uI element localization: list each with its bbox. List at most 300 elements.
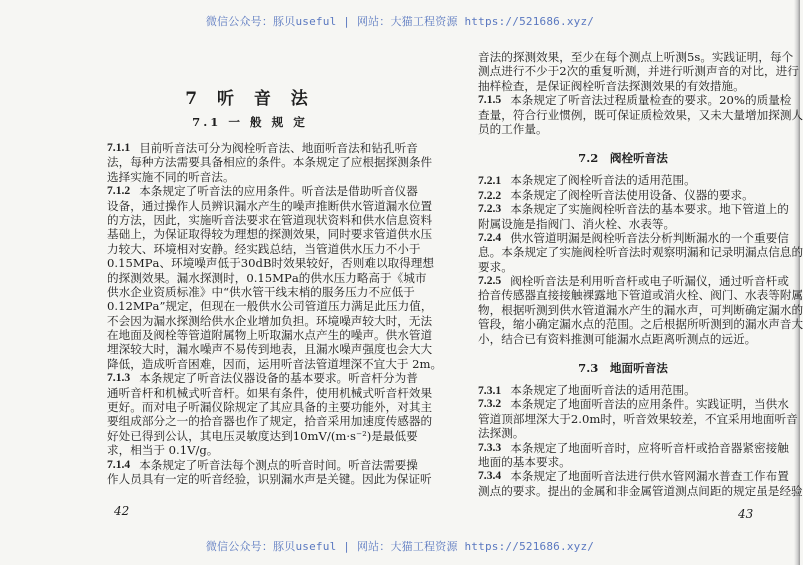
glyph: 听 [255, 141, 267, 155]
glyph: 道 [199, 328, 212, 343]
glyph: 规 [533, 397, 546, 412]
glyph: 力 [339, 299, 352, 314]
glyph: 度 [257, 428, 270, 443]
glyph: ， [188, 299, 201, 314]
glyph: 条 [521, 397, 534, 412]
glyph: 漏 [176, 342, 189, 357]
glyph: 裸 [582, 288, 595, 303]
glyph: 2 [125, 299, 133, 314]
glyph: 应 [379, 284, 392, 299]
glyph: 法 [107, 155, 119, 170]
glyph: 漏 [568, 230, 580, 245]
glyph: 听 [197, 457, 209, 472]
glyph: 阀 [232, 141, 244, 155]
glyph: 测 [478, 64, 490, 79]
glyph: 好 [317, 256, 330, 271]
glyph: 件 [292, 385, 305, 400]
glyph: 处 [118, 428, 131, 443]
glyph: 深 [118, 342, 131, 357]
glyph: 测 [130, 270, 142, 285]
glyph: M [132, 299, 145, 314]
glyph: 较 [118, 241, 131, 256]
glyph: s [694, 50, 701, 64]
line-text [107, 199, 432, 213]
glyph: 水 [374, 212, 386, 227]
glyph: 果 [294, 256, 307, 271]
glyph: 音 [359, 457, 372, 472]
glyph: 阀 [582, 245, 595, 260]
glyph: 属 [791, 288, 803, 303]
clause-number: 7.1.3 [107, 371, 131, 385]
glyph: 了 [556, 440, 569, 455]
glyph: 较 [670, 411, 682, 426]
line-text [478, 288, 803, 302]
glyph: 果 [420, 385, 433, 400]
glyph: 要 [188, 155, 200, 170]
glyph: 需 [382, 457, 395, 472]
glyph: 除 [223, 400, 235, 415]
glyph: 的 [672, 93, 685, 108]
glyph: 或 [652, 288, 664, 303]
glyph: 实 [568, 202, 580, 217]
glyph: 传 [246, 342, 258, 357]
glyph: 面 [579, 440, 592, 455]
text-line [478, 317, 803, 332]
glyph: 质 [640, 107, 653, 122]
glyph: ， [742, 397, 754, 412]
glyph: 此 [165, 212, 177, 227]
glyph: 较 [130, 342, 142, 357]
glyph: 噪 [292, 198, 305, 213]
glyph: 钻 [371, 141, 383, 155]
glyph: 城 [403, 270, 415, 285]
glyph: 条 [266, 184, 279, 199]
glyph: 主 [327, 400, 340, 415]
glyph: 未 [710, 107, 722, 122]
glyph: 据 [675, 317, 687, 332]
glyph: 重 [753, 230, 766, 245]
glyph: 音 [208, 371, 221, 386]
glyph: ， [626, 440, 638, 455]
glyph: 求 [362, 227, 375, 242]
paragraph [107, 457, 432, 487]
glyph: 现 [211, 299, 224, 314]
paragraph [478, 274, 803, 346]
glyph: 子 [176, 400, 189, 415]
glyph: 规 [162, 371, 175, 386]
glyph: 可 [605, 107, 618, 122]
line-text: 地面的基本要求。 [478, 454, 571, 469]
glyph: ， [489, 302, 502, 317]
glyph: 辨 [211, 198, 224, 213]
text-line [478, 411, 798, 426]
glyph: 生 [640, 302, 653, 317]
glyph: 当 [753, 397, 766, 412]
glyph: 应 [234, 155, 247, 170]
glyph: 触 [570, 288, 583, 303]
section-title: 7.1 一 般 规 定 [192, 115, 308, 129]
glyph: 有 [269, 385, 282, 400]
glyph: 仪 [394, 184, 407, 199]
glyph: 压 [223, 428, 235, 443]
glyph: 时 [223, 270, 235, 285]
glyph: 法 [637, 230, 650, 245]
glyph: 规 [533, 93, 546, 108]
glyph: 施 [199, 212, 212, 227]
glyph: 子 [661, 274, 673, 289]
glyph: 利 [579, 274, 592, 289]
glyph: 了 [556, 93, 569, 108]
glyph: 基 [290, 371, 302, 386]
glyph: 到 [153, 428, 166, 443]
glyph: 一 [176, 414, 189, 429]
text-line [107, 328, 433, 343]
glyph: 管 [533, 230, 546, 245]
glyph: 。 [700, 50, 712, 64]
glyph: 息 [779, 245, 792, 260]
glyph: 而 [141, 400, 154, 415]
glyph: ， [559, 50, 571, 64]
glyph: . [114, 299, 119, 314]
text-line [478, 288, 803, 303]
glyph: 电 [649, 274, 662, 289]
page-number-left: 42 [114, 504, 130, 518]
glyph: 音 [672, 440, 685, 455]
glyph: 果 [304, 227, 316, 242]
glyph: 重 [589, 64, 602, 79]
glyph: 础 [118, 227, 131, 242]
glyph: 定 [327, 155, 340, 170]
glyph: 。 [684, 397, 696, 412]
glyph: 布 [765, 469, 778, 484]
glyph: M [132, 256, 145, 271]
line-text [510, 202, 789, 216]
glyph: 根 [501, 302, 513, 317]
glyph: 件 [269, 155, 282, 170]
glyph: 分 [382, 371, 395, 386]
glyph: 面 [762, 411, 775, 426]
glyph: P [144, 299, 153, 314]
glyph: 确 [536, 317, 548, 332]
glyph: 法 [637, 202, 650, 217]
glyph: 量 [489, 107, 502, 122]
glyph: 和 [359, 141, 372, 155]
glyph: 水 [165, 313, 177, 328]
glyph: 一 [235, 299, 247, 314]
glyph: 时 [614, 440, 627, 455]
glyph: 音 [382, 184, 395, 199]
glyph: 用 [339, 414, 351, 429]
glyph: 。 [281, 155, 293, 170]
glyph: 管 [362, 198, 375, 213]
glyph: 大 [130, 241, 142, 256]
glyph: 声 [768, 317, 780, 332]
glyph: 个 [243, 457, 256, 472]
glyph: 同 [327, 227, 340, 242]
glyph: 备 [211, 155, 224, 170]
glyph: 范 [605, 317, 618, 332]
glyph: 合 [524, 107, 537, 122]
glyph: 噪 [194, 256, 206, 271]
glyph: 本 [510, 469, 522, 484]
glyph: 低 [217, 256, 230, 271]
glyph: 器 [223, 414, 235, 429]
glyph: ， [130, 198, 142, 213]
glyph: 生 [327, 328, 340, 343]
glyph: 证 [628, 107, 641, 122]
glyph: 通 [141, 198, 154, 213]
paragraph [478, 440, 789, 470]
glyph: 备 [266, 371, 279, 386]
glyph: ， [693, 411, 705, 426]
glyph: 水 [269, 299, 282, 314]
glyph: 行 [536, 107, 548, 122]
glyph: 条 [257, 155, 270, 170]
glyph: 中 [211, 284, 224, 299]
glyph: 用 [739, 411, 752, 426]
glyph: 组 [118, 414, 131, 429]
glyph: 表 [281, 342, 293, 357]
line-text: 抽样检查，是保证阀栓听音法探测效果的有效措施。 [478, 78, 745, 93]
glyph: 音 [208, 184, 221, 199]
glyph: 道 [753, 202, 766, 217]
glyph: 检 [779, 93, 792, 108]
glyph: 会 [118, 313, 131, 328]
glyph: 判 [721, 302, 734, 317]
glyph: 应 [243, 184, 256, 199]
section-heading: 7.3 地面听音法 [578, 361, 668, 376]
glyph: ) [366, 428, 372, 443]
glyph: 音 [385, 385, 398, 400]
glyph: 不 [524, 64, 537, 79]
glyph: 地 [269, 342, 282, 357]
glyph: 漏 [385, 198, 398, 213]
glyph: 条 [150, 371, 163, 386]
glyph: 规 [533, 469, 546, 484]
glyph: 测 [255, 457, 267, 472]
glyph: 条 [281, 385, 293, 400]
glyph: 水 [246, 198, 258, 213]
glyph: 作 [246, 414, 258, 429]
glyph: 的 [281, 198, 293, 213]
glyph: 位 [408, 198, 421, 213]
glyph: 信 [385, 212, 398, 227]
glyph: 的 [744, 93, 757, 108]
glyph: 因 [153, 212, 166, 227]
glyph: ， [165, 342, 177, 357]
text-line [107, 471, 432, 486]
text-line [478, 107, 803, 122]
glyph: 果 [547, 50, 560, 64]
glyph: 行 [512, 64, 525, 79]
glyph: 测 [281, 227, 293, 242]
glyph: 当 [304, 241, 316, 256]
glyph: 人 [188, 198, 200, 213]
glyph: 检 [649, 93, 662, 108]
scan-edge [794, 0, 800, 565]
glyph: 及 [141, 328, 154, 343]
text-line [478, 93, 792, 108]
glyph: 听 [197, 184, 209, 199]
glyph: 较 [306, 256, 318, 271]
glyph: 压 [385, 299, 398, 314]
glyph: 求 [695, 93, 708, 108]
paragraph [478, 93, 803, 136]
glyph: 的 [315, 400, 328, 415]
line-text [510, 231, 789, 245]
glyph: 。 [489, 245, 502, 260]
text-line [107, 141, 418, 155]
glyph: 对 [397, 400, 409, 415]
glyph: 3 [240, 256, 249, 271]
right-page-body [478, 50, 803, 498]
glyph: 听 [524, 302, 537, 317]
glyph: 效 [283, 256, 295, 271]
glyph: 杆 [371, 371, 383, 386]
glyph: 漏 [745, 317, 757, 332]
line-text [478, 64, 799, 78]
glyph: 水 [397, 198, 409, 213]
glyph: 经 [234, 241, 247, 256]
glyph: 标 [176, 284, 189, 299]
glyph: 满 [351, 299, 363, 314]
line-text [107, 285, 415, 299]
glyph: ， [188, 428, 200, 443]
glyph: 置 [420, 198, 433, 213]
glyph: 音 [626, 202, 638, 217]
glyph: 且 [304, 342, 316, 357]
glyph: 上 [130, 227, 142, 242]
glyph: 置 [777, 469, 789, 484]
glyph: 阀 [710, 288, 722, 303]
glyph: 果 [658, 411, 670, 426]
line-text [478, 412, 798, 426]
glyph: 度 [374, 342, 386, 357]
glyph: 静 [211, 241, 224, 256]
glyph: M [272, 270, 285, 285]
line-text: 要求。 [478, 259, 513, 274]
glyph: 定 [281, 414, 293, 429]
glyph: 业 [246, 313, 258, 328]
glyph: 据 [374, 155, 386, 170]
glyph: 测 [675, 50, 687, 64]
glyph: 漏 [153, 313, 166, 328]
text-line [478, 455, 768, 469]
glyph: 栓 [521, 274, 534, 289]
glyph: 要 [350, 227, 363, 242]
glyph: 是 [336, 184, 349, 199]
glyph: 断 [327, 198, 340, 213]
watermark-bottom: 微信公众号：豚贝useful | 网站：大猫工程资源 https://521686.xyz/ [205, 540, 595, 553]
glyph: 的 [246, 155, 258, 170]
glyph: 探 [269, 227, 282, 242]
glyph: 。 [707, 202, 720, 217]
glyph: 法 [324, 184, 337, 199]
text-line [478, 122, 768, 136]
glyph: 杆 [397, 385, 409, 400]
glyph: 所 [686, 317, 699, 332]
glyph: 压 [333, 270, 346, 285]
clause-number: 7.2.3 [478, 202, 502, 216]
glyph: 确 [745, 302, 757, 317]
glyph: 法 [234, 212, 247, 227]
glyph: 测 [694, 64, 706, 79]
line-text [107, 414, 432, 428]
glyph: 足 [362, 299, 375, 314]
glyph: 听 [118, 385, 131, 400]
glyph: ， [141, 212, 154, 227]
glyph: 管 [478, 411, 490, 426]
line-text [107, 386, 432, 400]
glyph: 探 [385, 155, 398, 170]
glyph: 法 [420, 313, 433, 328]
glyph: 件 [420, 155, 433, 170]
glyph: 或 [637, 274, 650, 289]
glyph: 供 [310, 270, 322, 285]
glyph: 条 [521, 440, 534, 455]
glyph: 压 [345, 284, 357, 299]
glyph: 明 [746, 50, 759, 64]
glyph: 料 [420, 212, 433, 227]
glyph: 明 [675, 245, 687, 260]
glyph: 物 [234, 328, 247, 343]
glyph: 既 [594, 107, 606, 122]
glyph: 法 [278, 141, 291, 155]
glyph: 条 [150, 184, 163, 199]
glyph: s [350, 428, 356, 443]
glyph: 道 [640, 288, 653, 303]
glyph: 基 [107, 227, 119, 242]
glyph: 听 [290, 457, 302, 472]
glyph: 音 [614, 274, 627, 289]
glyph: 实 [246, 241, 258, 256]
glyph: 听 [533, 274, 546, 289]
glyph: 求 [324, 371, 337, 386]
glyph: 程 [614, 93, 627, 108]
glyph: 件 [672, 397, 685, 412]
text-line [107, 299, 433, 314]
glyph: 听 [614, 230, 627, 245]
glyph: 应 [637, 397, 650, 412]
glyph: 。 [707, 93, 720, 108]
glyph: 音 [266, 141, 279, 155]
glyph: 音 [719, 440, 731, 455]
glyph: 资 [153, 284, 166, 299]
glyph: 漏 [768, 302, 780, 317]
glyph: 力 [374, 241, 386, 256]
glyph: 音 [174, 141, 186, 155]
text-line [478, 188, 768, 202]
glyph: 2 [719, 93, 727, 108]
glyph: 听 [211, 212, 224, 227]
glyph: 法 [185, 141, 198, 155]
glyph: 对 [188, 241, 200, 256]
line-text [510, 397, 789, 411]
glyph: 大 [420, 342, 433, 357]
glyph: 小 [397, 241, 409, 256]
glyph: 漏 [605, 302, 618, 317]
line-text: 附属设施是指阀门、消火栓、水表等。 [478, 216, 676, 231]
glyph: 其 [199, 428, 212, 443]
glyph: 是 [371, 428, 383, 443]
glyph: 作 [176, 198, 189, 213]
glyph: 推 [315, 198, 328, 213]
glyph: 1 [292, 428, 301, 443]
glyph: 更 [107, 400, 119, 415]
glyph: 电 [211, 428, 224, 443]
glyph: 末 [287, 284, 299, 299]
glyph: 和 [153, 385, 166, 400]
